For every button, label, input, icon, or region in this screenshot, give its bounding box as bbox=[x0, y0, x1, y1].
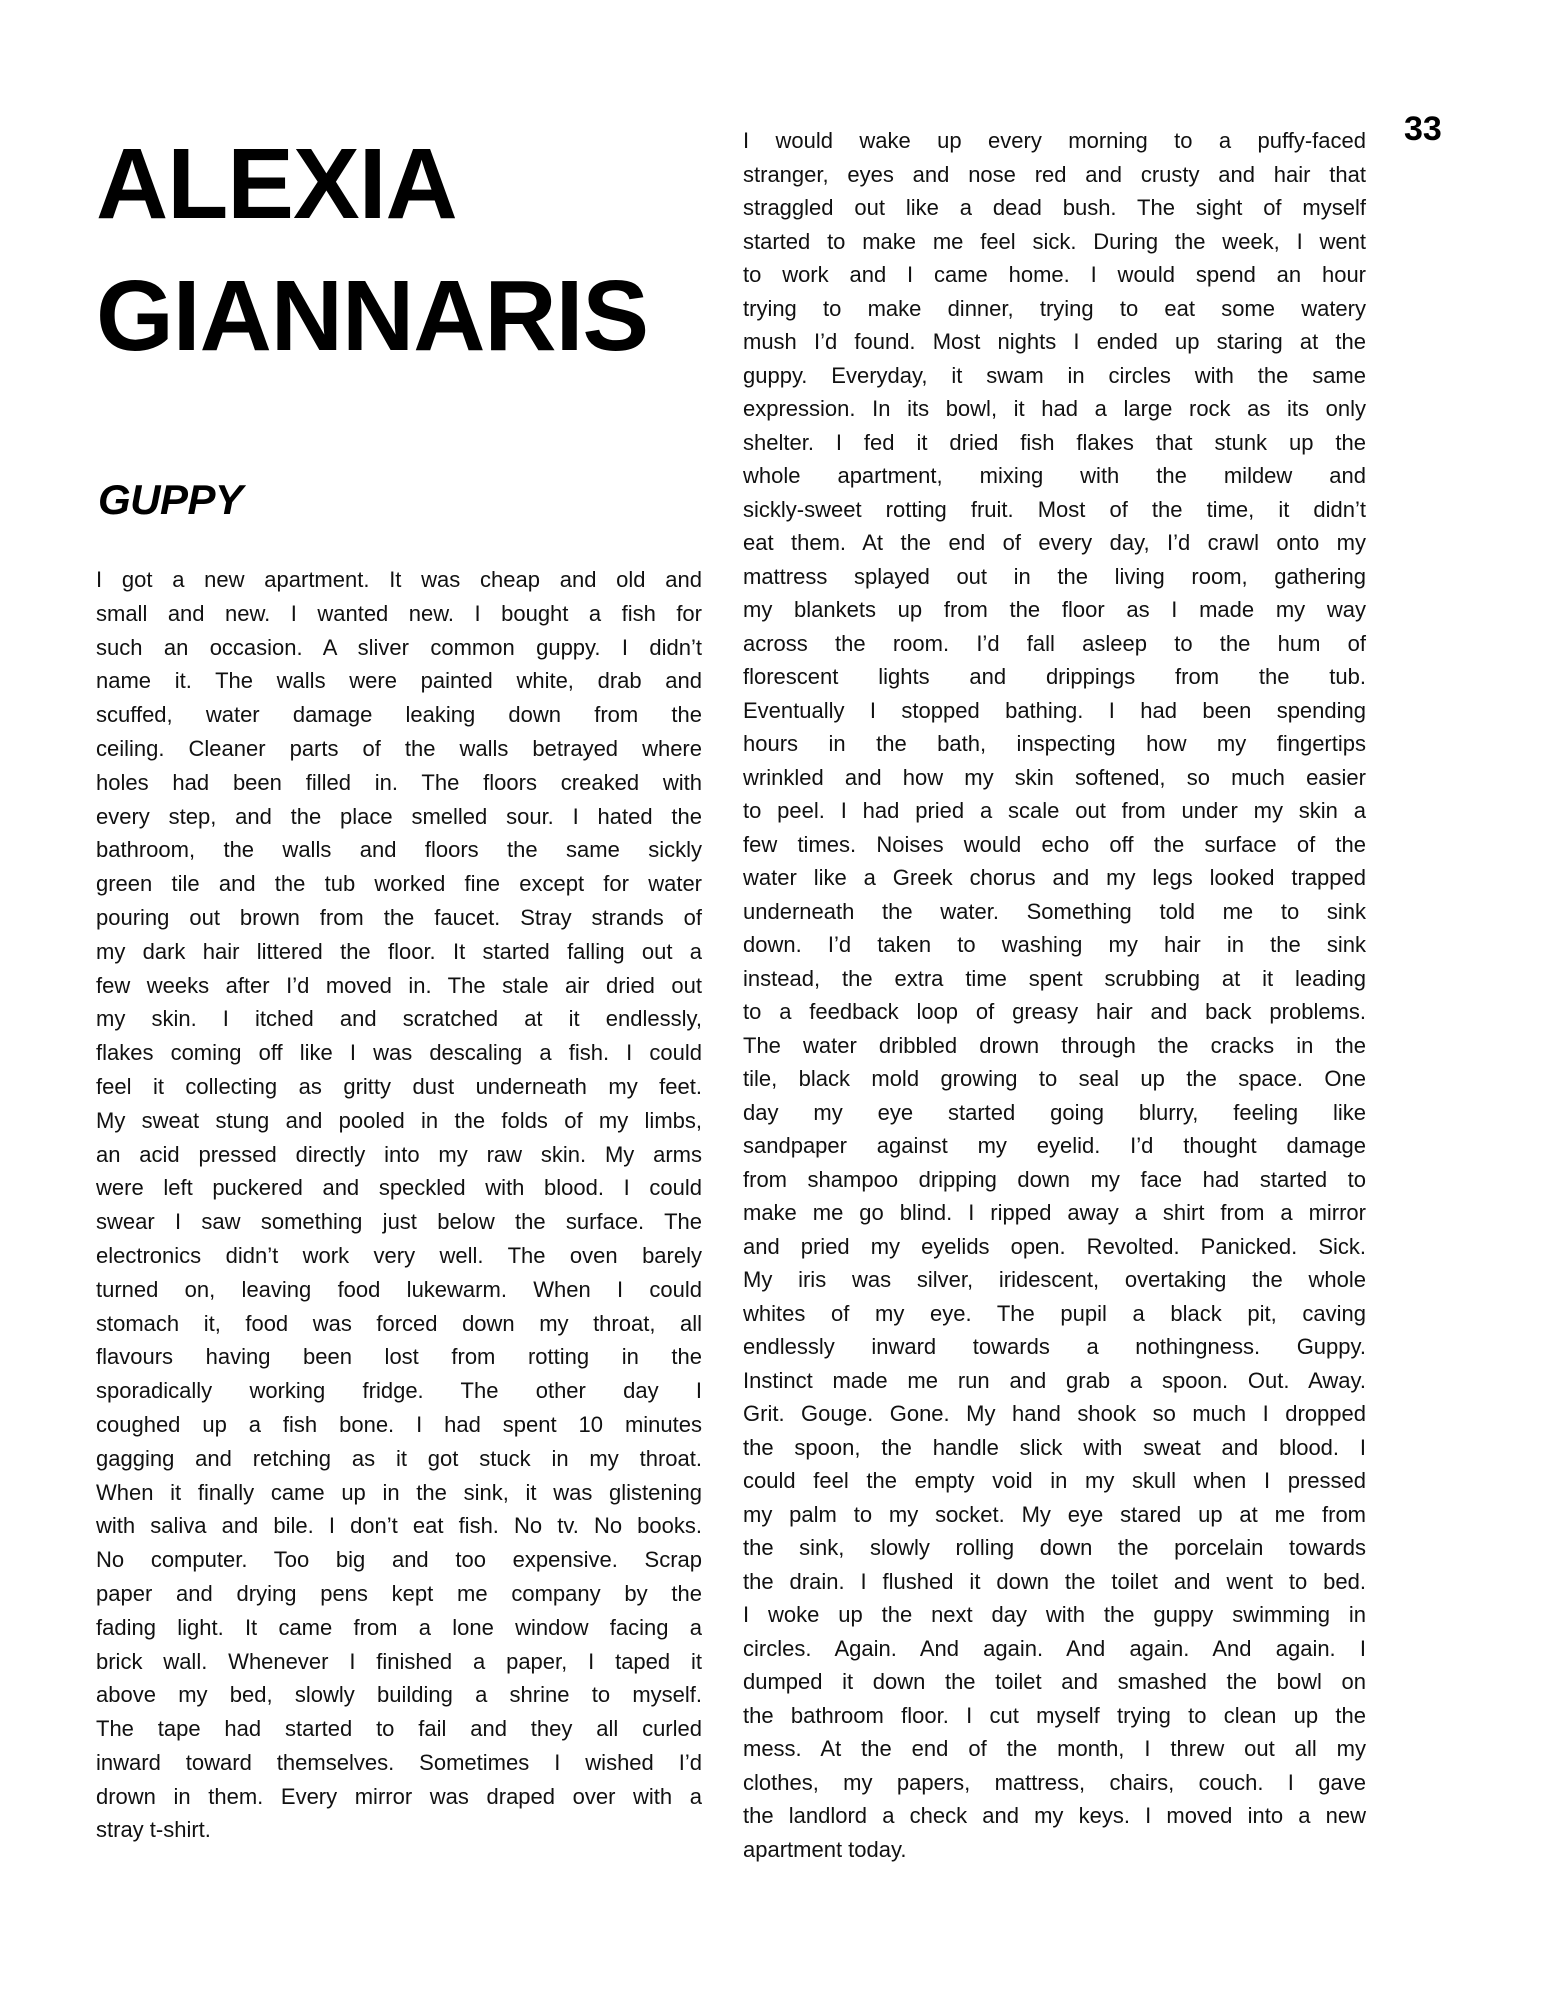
text-line: name it. The walls were painted white, drab and bbox=[96, 668, 702, 694]
text-line: down. I’d taken to washing my hair in the sink bbox=[743, 932, 1366, 957]
text-line: whole apartment, mixing with the mildew and bbox=[743, 463, 1366, 488]
text-line: guppy. Everyday, it swam in circles with the same bbox=[743, 362, 1366, 388]
text-line: stranger, eyes and nose red and crusty and hair that bbox=[743, 161, 1366, 187]
text-line: expression. In its bowl, it had a large rock as its only bbox=[743, 396, 1366, 421]
text-line: When it finally came up in the sink, it was glistening bbox=[96, 1479, 702, 1505]
text-line: the landlord a check and my keys. I moved into a new bbox=[743, 1803, 1366, 1828]
text-line: drown in them. Every mirror was draped over with a bbox=[96, 1783, 702, 1809]
text-line: Eventually I stopped bathing. I had been spending bbox=[743, 697, 1366, 723]
text-line: with saliva and bile. I don’t eat fish. No tv. No books. bbox=[96, 1513, 702, 1539]
text-line: mess. At the end of the month, I threw out all my bbox=[743, 1736, 1366, 1761]
text-line: started to make me feel sick. During the week, I went bbox=[743, 228, 1366, 254]
text-line: instead, the extra time spent scrubbing at it leading bbox=[743, 965, 1366, 991]
text-line: coughed up a fish bone. I had spent 10 minutes bbox=[96, 1411, 702, 1437]
text-line: I woke up the next day with the guppy swimming in bbox=[743, 1602, 1366, 1627]
text-line: tile, black mold growing to seal up the space. One bbox=[743, 1066, 1366, 1091]
text-line: circles. Again. And again. And again. And again. I bbox=[743, 1635, 1366, 1661]
text-line: from shampoo dripping down my face had started to bbox=[743, 1166, 1366, 1192]
text-line: dumped it down the toilet and smashed the bowl on bbox=[743, 1669, 1366, 1694]
text-line: Instinct made me run and grab a spoon. Out. Away. bbox=[743, 1367, 1366, 1393]
text-line: to work and I came home. I would spend an hour bbox=[743, 262, 1366, 287]
text-line: bathroom, the walls and floors the same sickly bbox=[96, 837, 702, 863]
text-line: flakes coming off like I was descaling a fish. I could bbox=[96, 1040, 702, 1066]
text-line: my dark hair littered the floor. It started falling out a bbox=[96, 938, 702, 964]
text-line: My sweat stung and pooled in the folds of my limbs, bbox=[96, 1107, 702, 1133]
text-line: shelter. I fed it dried fish flakes that stunk up the bbox=[743, 429, 1366, 455]
text-line: apartment today. bbox=[743, 1836, 907, 1862]
text-line: The tape had started to fail and they all curled bbox=[96, 1716, 702, 1742]
text-line: the sink, slowly rolling down the porcelain towards bbox=[743, 1535, 1366, 1560]
text-line: above my bed, slowly building a shrine to myself. bbox=[96, 1682, 702, 1708]
text-line: the spoon, the handle slick with sweat and blood. I bbox=[743, 1434, 1366, 1460]
text-line: green tile and the tub worked fine except for water bbox=[96, 871, 702, 897]
text-line: ceiling. Cleaner parts of the walls betrayed where bbox=[96, 735, 702, 761]
text-line: few weeks after I’d moved in. The stale air dried out bbox=[96, 972, 702, 998]
text-line: swear I saw something just below the surface. The bbox=[96, 1209, 702, 1235]
text-line: scuffed, water damage leaking down from the bbox=[96, 702, 702, 728]
text-line: endlessly inward towards a nothingness. Guppy. bbox=[743, 1334, 1366, 1359]
text-line: straggled out like a dead bush. The sight of myself bbox=[743, 195, 1366, 220]
story-body-left-column bbox=[96, 563, 702, 1847]
text-line: stray t-shirt. bbox=[96, 1817, 211, 1843]
text-line: day my eye started going blurry, feeling like bbox=[743, 1099, 1366, 1125]
text-line: small and new. I wanted new. I bought a fish for bbox=[96, 600, 702, 626]
text-line: florescent lights and drippings from the tub. bbox=[743, 664, 1366, 689]
text-line: underneath the water. Something told me to sink bbox=[743, 898, 1366, 924]
text-line: Grit. Gouge. Gone. My hand shook so much I dropped bbox=[743, 1401, 1366, 1426]
text-line: mush I’d found. Most nights I ended up staring at the bbox=[743, 329, 1366, 354]
story-title: GUPPY bbox=[98, 476, 243, 523]
text-line: an acid pressed directly into my raw skin. My arms bbox=[96, 1141, 702, 1167]
text-line: such an occasion. A sliver common guppy. I didn’t bbox=[96, 634, 702, 660]
text-line: No computer. Too big and too expensive. Scrap bbox=[96, 1547, 702, 1573]
text-line: to peel. I had pried a scale out from under my skin a bbox=[743, 798, 1366, 823]
text-line: eat them. At the end of every day, I’d crawl onto my bbox=[743, 530, 1366, 555]
text-line: turned on, leaving food lukewarm. When I could bbox=[96, 1276, 702, 1302]
text-line: My iris was silver, iridescent, overtaking the whole bbox=[743, 1267, 1366, 1292]
text-line: sandpaper against my eyelid. I’d thought damage bbox=[743, 1133, 1366, 1158]
text-line: and pried my eyelids open. Revolted. Panicked. Sick. bbox=[743, 1233, 1366, 1259]
text-line: water like a Greek chorus and my legs looked trapped bbox=[743, 865, 1366, 890]
text-line: the bathroom floor. I cut myself trying to clean up the bbox=[743, 1702, 1366, 1728]
text-line: could feel the empty void in my skull when I pressed bbox=[743, 1468, 1366, 1493]
text-line: I got a new apartment. It was cheap and old and bbox=[96, 567, 702, 592]
text-line: pouring out brown from the faucet. Stray strands of bbox=[96, 904, 702, 930]
page-number: 33 bbox=[1404, 110, 1442, 148]
text-line: across the room. I’d fall asleep to the hum of bbox=[743, 630, 1366, 656]
text-line: whites of my eye. The pupil a black pit, caving bbox=[743, 1300, 1366, 1326]
text-line: trying to make dinner, trying to eat some watery bbox=[743, 295, 1366, 321]
text-line: gagging and retching as it got stuck in my throat. bbox=[96, 1445, 702, 1471]
text-line: the drain. I flushed it down the toilet and went to bed. bbox=[743, 1568, 1366, 1594]
text-line: my palm to my socket. My eye stared up at me from bbox=[743, 1501, 1366, 1527]
author-last-name: GIANNARIS bbox=[96, 260, 649, 372]
text-line: few times. Noises would echo off the surface of the bbox=[743, 831, 1366, 857]
text-line: inward toward themselves. Sometimes I wished I’d bbox=[96, 1749, 702, 1775]
text-line: feel it collecting as gritty dust underneath my feet. bbox=[96, 1073, 702, 1099]
text-line: mattress splayed out in the living room, gathering bbox=[743, 563, 1366, 589]
author-first-name: ALEXIA bbox=[96, 128, 457, 240]
text-line: were left puckered and speckled with blood. I could bbox=[96, 1175, 702, 1201]
story-body-right-column bbox=[743, 124, 1366, 1866]
text-line: paper and drying pens kept me company by the bbox=[96, 1580, 702, 1606]
text-line: brick wall. Whenever I finished a paper, I taped it bbox=[96, 1648, 702, 1674]
text-line: my skin. I itched and scratched at it endlessly, bbox=[96, 1006, 702, 1032]
text-line: my blankets up from the floor as I made my way bbox=[743, 597, 1366, 622]
text-line: wrinkled and how my skin softened, so much easier bbox=[743, 764, 1366, 790]
text-line: hours in the bath, inspecting how my fingertips bbox=[743, 731, 1366, 756]
text-line: holes had been filled in. The floors creaked with bbox=[96, 769, 702, 795]
text-line: I would wake up every morning to a puffy-faced bbox=[743, 128, 1366, 153]
text-line: sporadically working fridge. The other day I bbox=[96, 1378, 702, 1404]
author-name bbox=[96, 118, 648, 382]
text-line: electronics didn’t work very well. The oven barely bbox=[96, 1242, 702, 1268]
text-line: make me go blind. I ripped away a shirt from a mirror bbox=[743, 1200, 1366, 1225]
text-line: to a feedback loop of greasy hair and back problems. bbox=[743, 999, 1366, 1024]
text-line: stomach it, food was forced down my throat, all bbox=[96, 1310, 702, 1336]
text-line: The water dribbled drown through the cracks in the bbox=[743, 1032, 1366, 1058]
text-line: sickly-sweet rotting fruit. Most of the time, it didn’t bbox=[743, 496, 1366, 522]
text-line: fading light. It came from a lone window facing a bbox=[96, 1614, 702, 1640]
text-line: clothes, my papers, mattress, chairs, couch. I gave bbox=[743, 1769, 1366, 1795]
text-line: flavours having been lost from rotting in the bbox=[96, 1344, 702, 1370]
text-line: every step, and the place smelled sour. I hated the bbox=[96, 803, 702, 829]
